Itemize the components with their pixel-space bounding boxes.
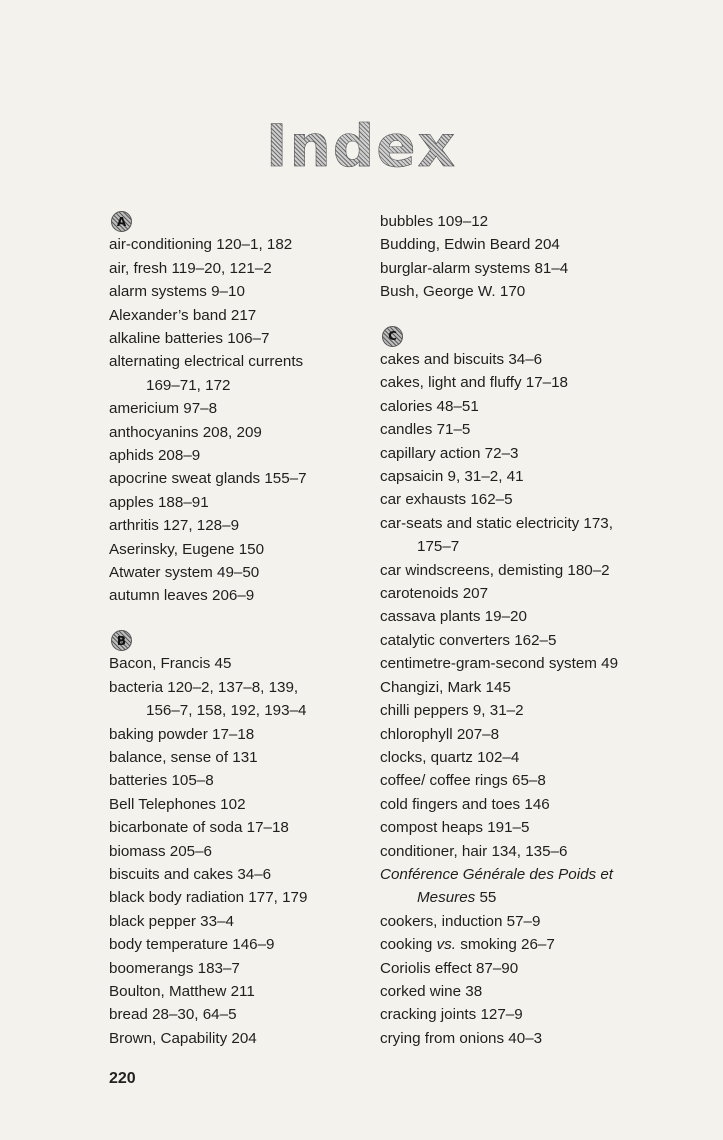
index-entry: bicarbonate of soda 17–18 xyxy=(109,819,289,837)
index-entry: cold fingers and toes 146 xyxy=(380,795,550,813)
page-title: Index xyxy=(0,112,723,180)
index-entry: cakes, light and fluffy 17–18 xyxy=(380,374,569,392)
index-entry: corked wine 38 xyxy=(380,982,483,1000)
index-entry: Bacon, Francis 45 xyxy=(109,655,232,673)
index-entry: Atwater system 49–50 xyxy=(109,564,260,582)
index-column-right xyxy=(380,210,700,1050)
index-entry: catalytic converters 162–5 xyxy=(380,631,557,649)
index-entry: apples 188–91 xyxy=(109,493,209,511)
index-entry: chlorophyll 207–8 xyxy=(380,725,500,743)
section-letter-b xyxy=(109,629,409,652)
index-entry: black body radiation 177, 179 xyxy=(109,889,308,907)
index-entry-continuation: 156–7, 158, 192, 193–4 xyxy=(146,702,307,720)
index-entry: capillary action 72–3 xyxy=(380,444,519,462)
index-entry-continuation: 169–71, 172 xyxy=(146,376,231,394)
index-entry: alternating electrical currents xyxy=(109,353,304,371)
index-entry: autumn leaves 206–9 xyxy=(109,587,255,605)
index-entry: anthocyanins 208, 209 xyxy=(109,423,262,441)
index-entry: cookers, induction 57–9 xyxy=(380,912,541,930)
index-entry: carotenoids 207 xyxy=(380,585,489,603)
index-entry: burglar-alarm systems 81–4 xyxy=(380,259,569,277)
index-entry: clocks, quartz 102–4 xyxy=(380,748,520,766)
index-entry: car-seats and static electricity 173, xyxy=(380,514,613,532)
index-entry: air-conditioning 120–1, 182 xyxy=(109,236,293,254)
index-entry: alkaline batteries 106–7 xyxy=(109,330,270,348)
index-entry: biscuits and cakes 34–6 xyxy=(109,865,272,883)
index-entry: chilli peppers 9, 31–2 xyxy=(380,702,524,720)
index-entry: air, fresh 119–20, 121–2 xyxy=(109,259,272,277)
index-column-left xyxy=(109,210,409,1050)
letter-badge-icon: A xyxy=(111,211,132,232)
index-entry: bubbles 109–12 xyxy=(380,213,489,230)
page-number: 220 xyxy=(109,1070,136,1087)
index-entry: cassava plants 19–20 xyxy=(380,608,527,626)
index-entry: compost heaps 191–5 xyxy=(380,819,530,837)
index-entry: Aserinsky, Eugene 150 xyxy=(109,540,265,558)
index-entry: balance, sense of 131 xyxy=(109,748,258,766)
index-entry: Boulton, Matthew 211 xyxy=(109,982,255,1000)
index-entry: baking powder 17–18 xyxy=(109,725,255,743)
index-entry: body temperature 146–9 xyxy=(109,936,275,954)
index-entry-continuation: Mesures 55 xyxy=(417,889,497,907)
index-entry: boomerangs 183–7 xyxy=(109,959,240,977)
index-entry: Bell Telephones 102 xyxy=(109,795,246,813)
letter-badge-icon: B xyxy=(111,630,132,651)
index-entry-continuation: 175–7 xyxy=(417,538,460,556)
index-entry: capsaicin 9, 31–2, 41 xyxy=(380,468,524,486)
index-entry: cracking joints 127–9 xyxy=(380,1006,523,1024)
letter-badge-icon: C xyxy=(382,326,403,347)
index-entry: black pepper 33–4 xyxy=(109,912,234,930)
index-entry: Conférence Générale des Poids et xyxy=(380,865,614,883)
index-entry: Changizi, Mark 145 xyxy=(380,678,511,696)
section-letter-c xyxy=(380,325,700,348)
index-entry: americium 97–8 xyxy=(109,400,218,418)
section-letter-a xyxy=(109,210,409,233)
index-entry: bread 28–30, 64–5 xyxy=(109,1006,237,1024)
index-entry: batteries 105–8 xyxy=(109,772,214,790)
index-entry: Bush, George W. 170 xyxy=(380,283,526,301)
index-entry: coffee/ coffee rings 65–8 xyxy=(380,772,546,790)
index-entry: cakes and biscuits 34–6 xyxy=(380,351,543,369)
index-entry: arthritis 127, 128–9 xyxy=(109,517,240,535)
index-entry: aphids 208–9 xyxy=(109,447,201,465)
index-entry: Brown, Capability 204 xyxy=(109,1029,257,1047)
index-entry: bacteria 120–2, 137–8, 139, xyxy=(109,678,299,696)
index-entry: car exhausts 162–5 xyxy=(380,491,513,509)
index-entry: Alexander’s band 217 xyxy=(109,306,257,324)
index-entry: Coriolis effect 87–90 xyxy=(380,959,519,977)
index-entry: candles 71–5 xyxy=(380,421,471,439)
index-entry: centimetre-gram-second system 49 xyxy=(380,655,619,673)
index-entry: calories 48–51 xyxy=(380,397,479,415)
index-entry: biomass 205–6 xyxy=(109,842,213,860)
index-entry: car windscreens, demisting 180–2 xyxy=(380,561,610,579)
index-entry: cooking vs. smoking 26–7 xyxy=(380,936,555,954)
index-entry: conditioner, hair 134, 135–6 xyxy=(380,842,568,860)
index-entry: apocrine sweat glands 155–7 xyxy=(109,470,307,488)
index-entry: Budding, Edwin Beard 204 xyxy=(380,236,560,254)
index-entry: crying from onions 40–3 xyxy=(380,1029,543,1047)
index-entry: alarm systems 9–10 xyxy=(109,283,245,301)
